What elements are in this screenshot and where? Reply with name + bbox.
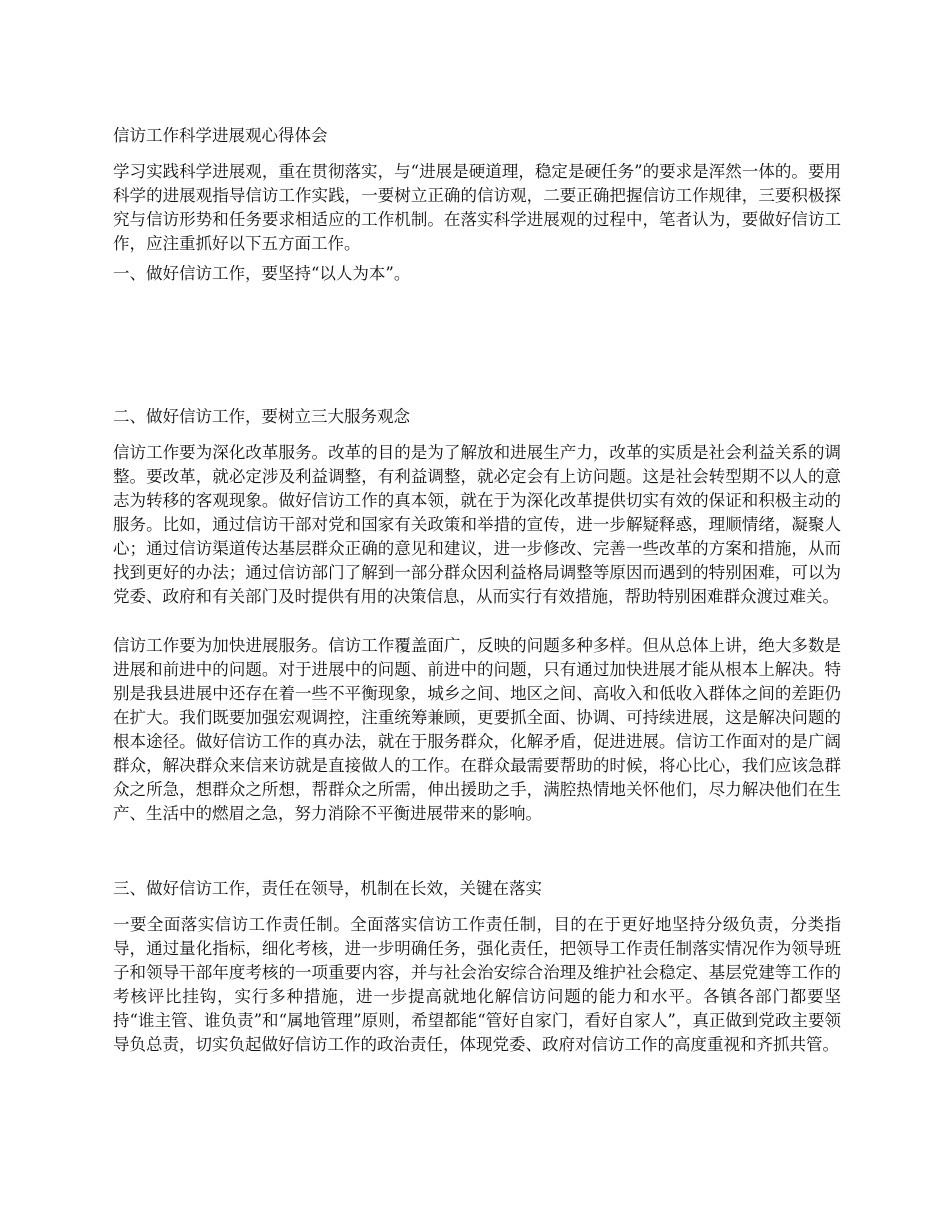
document-title: 信访工作科学进展观心得体会 bbox=[113, 126, 328, 145]
section-2-paragraph-2: 信访工作要为加快进展服务。信访工作覆盖面广，反映的问题多种多样。但从总体上讲，绝大多数是进展和前进中的问题。对于进展中的问题、前进中的问题，只有通过加快进展才能从根本上解决。特别是我县进展中还存在着一些不平衡现象，城乡之间、地区之间、高收入和低收入群体之间的差距仍在扩大。我们既要加强宏观调控，注重统筹兼顾，更要抓全面、协调、可持续进展，这是解决问题的根本途径。做好信访工作的真办法，就在于服务群众，化解矛盾，促进进展。信访工作面对的是广阔群众，解决群众来信来访就是直接做人的工作。在群众最需要帮助的时候，将心比心，我们应该急群众之所急，想群众之所想，帮群众之所需，伸出援助之手，满腔热情地关怀他们，尽力解决他们在生产、生活中的燃眉之急，努力消除不平衡进展带来的影响。 bbox=[113, 636, 841, 823]
section-heading-3: 三、做好信访工作，责任在领导，机制在长效，关键在落实 bbox=[113, 879, 542, 898]
section-heading-1: 一、做好信访工作，要坚持“以人为本”。 bbox=[113, 264, 411, 283]
section-3-paragraph-1: 一要全面落实信访工作责任制。全面落实信访工作责任制，目的在于更好地坚持分级负责，分类指导，通过量化指标，细化考核，进一步明确任务，强化责任，把领导工作责任制落实情况作为领导班子和领导干部年度考核的一项重要内容，并与社会治安综合治理及维护社会稳定、基层党建等工作的考核评比挂钩，实行多种措施，进一步提高就地化解信访问题的能力和水平。各镇各部门都要坚持“谁主管、谁负责”和“属地管理”原则，希望都能“管好自家门，看好自家人”，真正做到党政主要领导负总责，切实负起做好信访工作的政治责任，体现党委、政府对信访工作的高度重视和齐抓共管。 bbox=[113, 915, 841, 1054]
section-heading-2: 二、做好信访工作，要树立三大服务观念 bbox=[113, 407, 410, 426]
intro-paragraph: 学习实践科学进展观，重在贯彻落实，与“进展是硬道理，稳定是硬任务”的要求是浑然一体的。要用科学的进展观指导信访工作实践，一要树立正确的信访观，二要正确把握信访工作规律，三要积极探究与信访形势和任务要求相适应的工作机制。在落实科学进展观的过程中，笔者认为，要做好信访工作，应注重抓好以下五方面工作。 bbox=[113, 162, 841, 253]
section-2-paragraph-1: 信访工作要为深化改革服务。改革的目的是为了解放和进展生产力，改革的实质是社会利益关系的调整。要改革，就必定涉及利益调整，有利益调整，就必定会有上访问题。这是社会转型期不以人的意志为转移的客观现象。做好信访工作的真本领，就在于为深化改革提供切实有效的保证和积极主动的服务。比如，通过信访干部对党和国家有关政策和举措的宣传，进一步解疑释惑，理顺情绪，凝聚人心；通过信访渠道传达基层群众正确的意见和建议，进一步修改、完善一些改革的方案和措施，从而找到更好的办法；通过信访部门了解到一部分群众因利益格局调整等原因而遇到的特别困难，可以为党委、政府和有关部门及时提供有用的决策信息，从而实行有效措施，帮助特别困难群众渡过难关。 bbox=[113, 443, 841, 606]
